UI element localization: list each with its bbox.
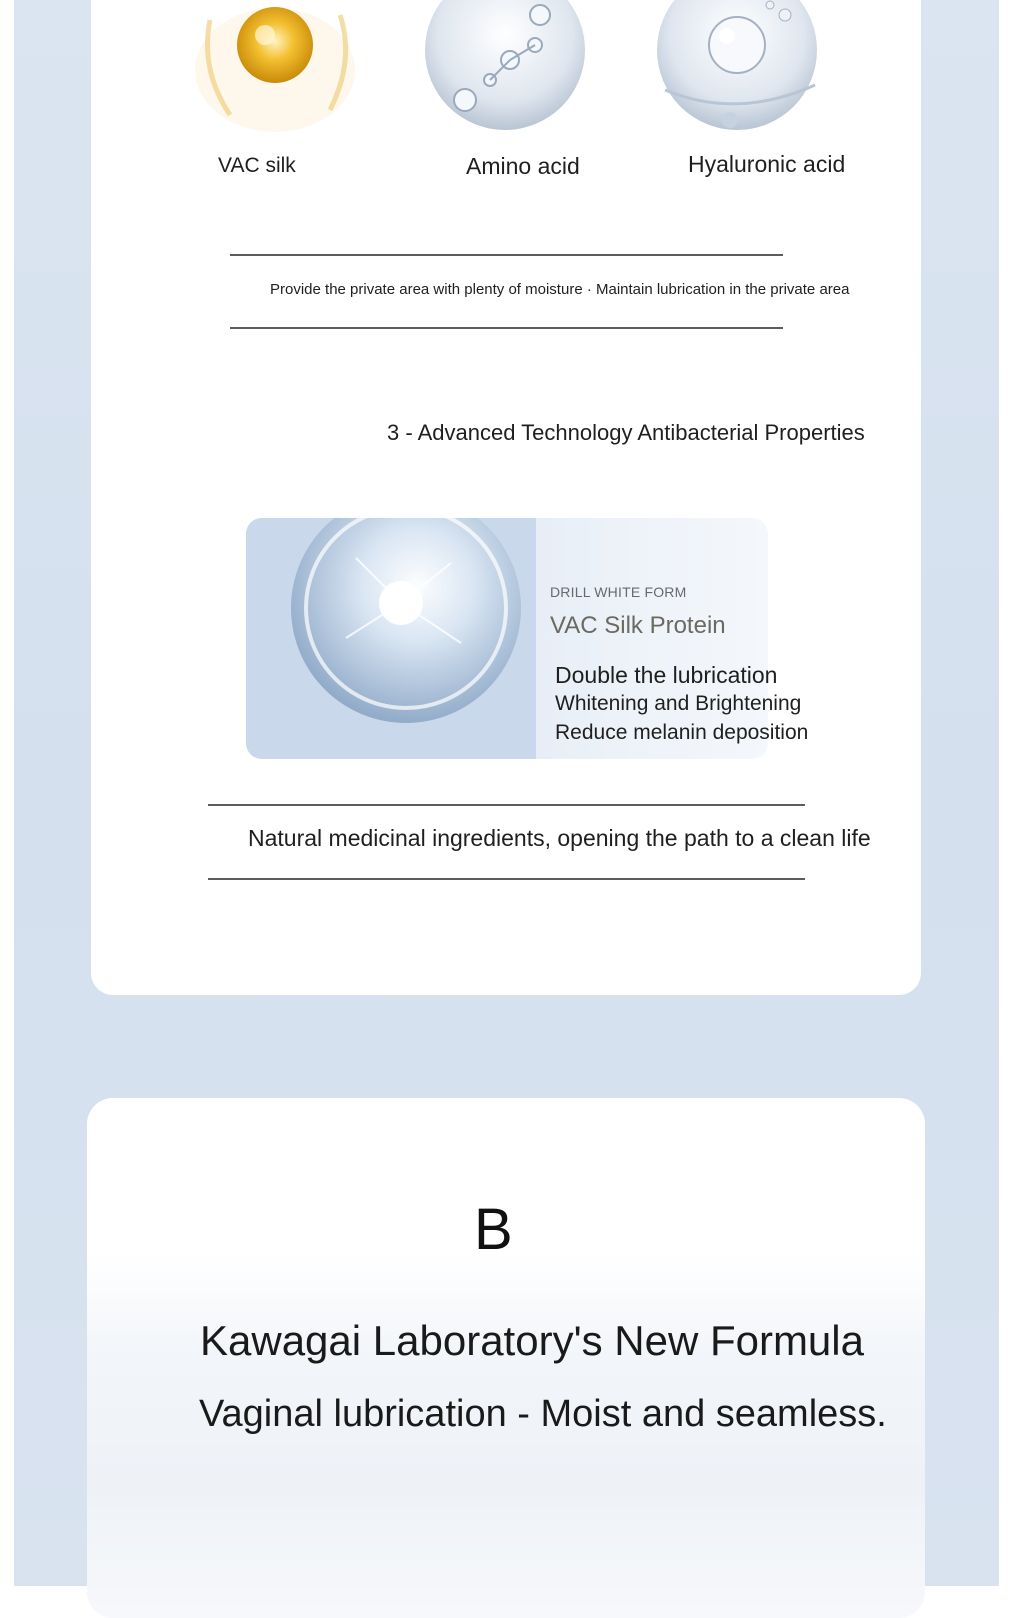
divider-top bbox=[230, 254, 783, 256]
divider-bottom bbox=[230, 327, 783, 329]
ingredient-label-hyaluronic-acid: Hyaluronic acid bbox=[688, 151, 846, 177]
moisture-tagline: Provide the private area with plenty of moisture · Maintain lubrication in the private area bbox=[270, 281, 850, 298]
glass-water-bowl-icon bbox=[246, 518, 536, 759]
water-droplet-bubble-icon bbox=[655, 0, 825, 135]
molecule-bubble-icon bbox=[420, 0, 590, 135]
section-title: 3 - Advanced Technology Antibacterial Properties bbox=[387, 420, 865, 445]
natural-tagline: Natural medicinal ingredients, opening the path to a clean life bbox=[248, 825, 871, 851]
banner-benefit: Double the lubrication bbox=[555, 662, 778, 688]
ingredient-label-vac-silk: VAC silk bbox=[218, 154, 296, 177]
banner-benefit: Reduce melanin deposition bbox=[555, 721, 809, 744]
formula-headline: Kawagai Laboratory's New Formula bbox=[200, 1317, 864, 1364]
golden-serum-orb-icon bbox=[190, 0, 360, 135]
divider-bottom bbox=[208, 878, 805, 880]
section-letter: B bbox=[474, 1197, 513, 1262]
banner-small-label: DRILL WHITE FORM bbox=[550, 584, 687, 600]
formula-subheadline: Vaginal lubrication - Moist and seamless. bbox=[199, 1393, 887, 1435]
banner-benefit: Whitening and Brightening bbox=[555, 692, 802, 715]
ingredient-label-amino-acid: Amino acid bbox=[466, 153, 580, 179]
divider-top bbox=[208, 804, 805, 806]
banner-product-name: VAC Silk Protein bbox=[550, 612, 726, 639]
